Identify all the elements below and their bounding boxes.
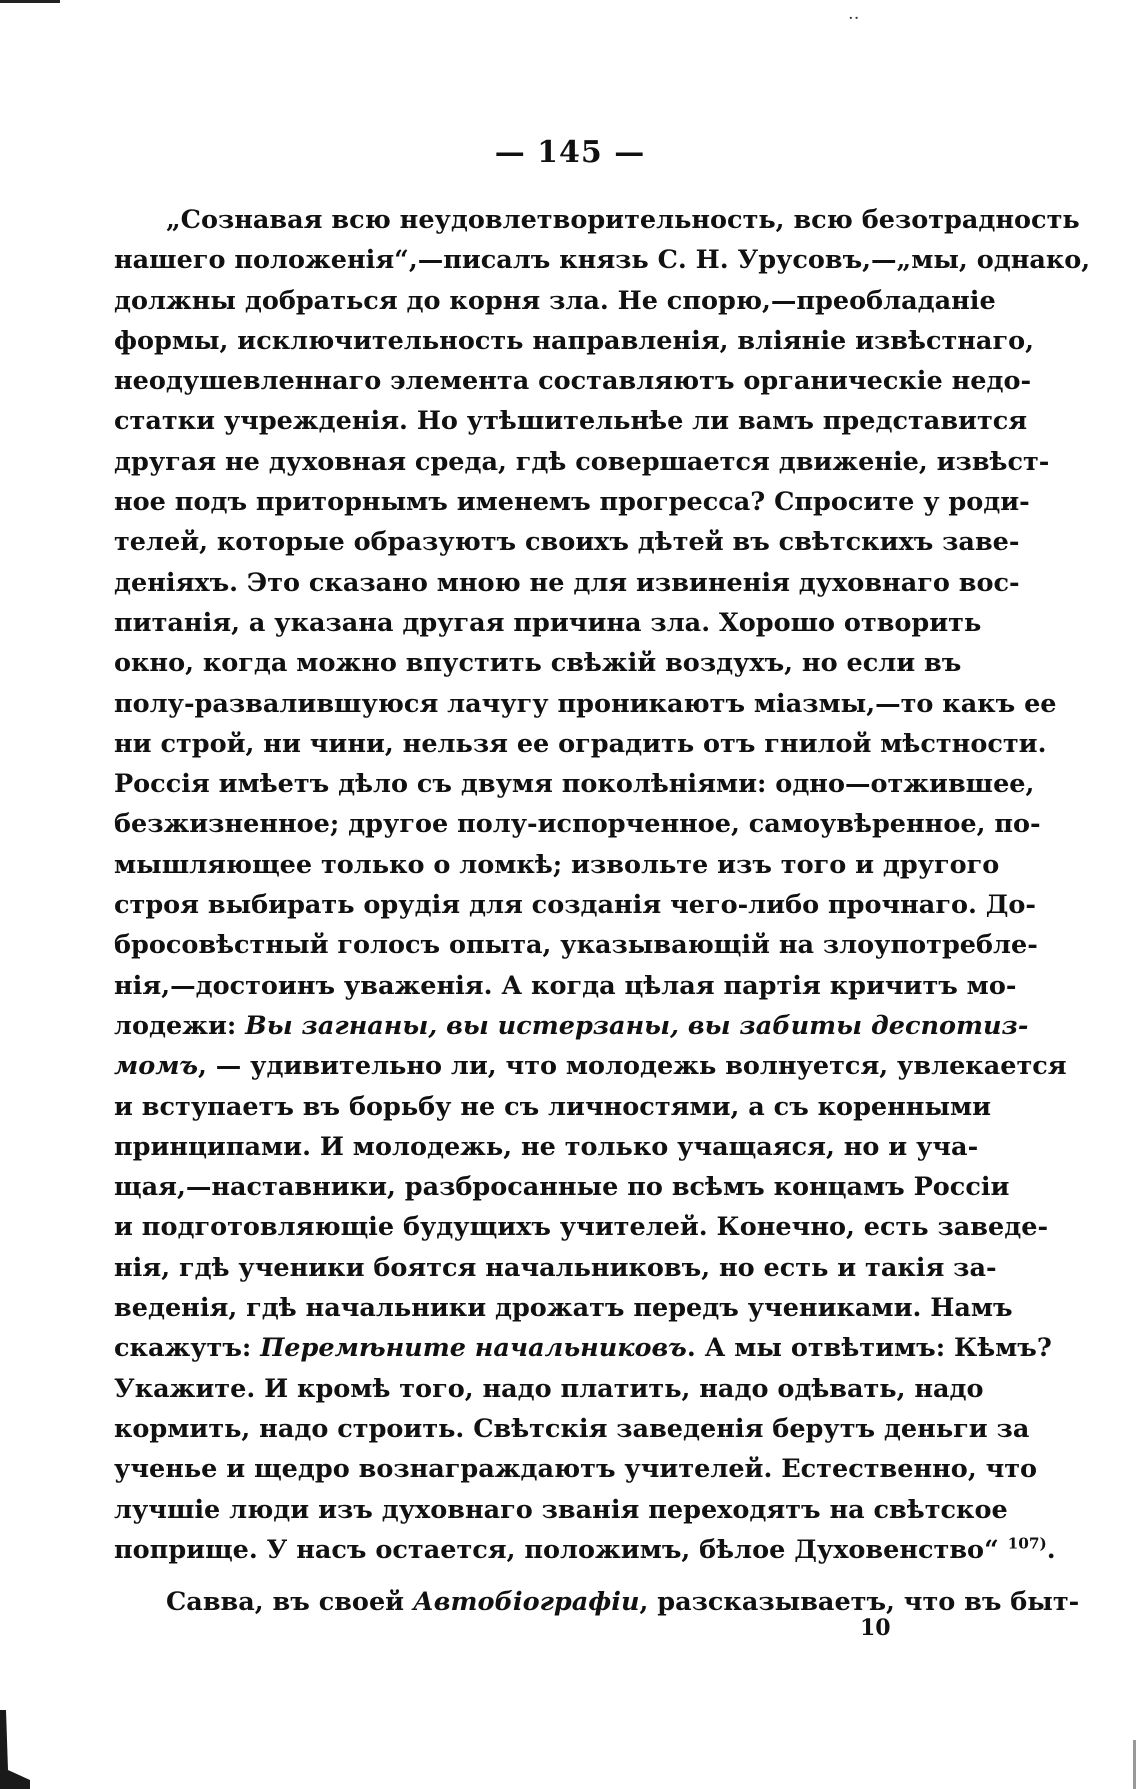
italic-segment: Перемѣните начальниковъ	[260, 1333, 687, 1364]
text-line	[114, 442, 1050, 482]
text-segment: безжизненное; другое полу-испорченное, самоувѣренное, по-	[114, 809, 1041, 840]
text-segment: щая,—наставники, разбросанные по всѣмъ концамъ Россіи	[114, 1172, 1010, 1203]
paragraph	[114, 200, 1091, 1570]
text-line	[114, 1207, 1049, 1247]
text-segment: принципами. И молодежь, не только учащаяся, но и уча-	[114, 1131, 979, 1162]
text-line	[114, 1530, 1056, 1570]
text-line	[114, 804, 1041, 844]
text-line	[114, 845, 1000, 885]
text-line	[114, 321, 1034, 361]
text-segment: питанія, а указана другая причина зла. Хорошо отворить	[114, 607, 982, 638]
text-segment: телей, которые образуютъ своихъ дѣтей въ свѣтскихъ заве-	[114, 527, 1020, 558]
text-line	[114, 1449, 1038, 1489]
text-segment: нія,—достоинъ уваженія. А когда цѣлая партія кричитъ мо-	[114, 970, 1017, 1001]
scan-artifact-top	[0, 0, 60, 3]
text-line	[114, 563, 1020, 603]
text-segment: ное подъ приторнымъ именемъ прогресса? Спросите у роди-	[114, 487, 1030, 518]
text-segment: строя выбирать орудія для созданія чего-либо прочнаго. До-	[114, 890, 1036, 921]
italic-segment: Автобіографіи	[412, 1587, 640, 1618]
text-segment: веденія, гдѣ начальники дрожатъ передъ учениками. Намъ	[114, 1293, 1013, 1324]
text-line	[114, 1288, 1013, 1328]
text-line	[114, 764, 1035, 804]
scan-artifact-dots: ··	[848, 8, 860, 29]
text-line	[114, 1046, 1067, 1086]
text-segment: „Сознавая всю неудовлетворительность, всю безотрадность	[166, 205, 1080, 235]
italic-segment: Вы загнаны, вы истерзаны, вы забиты деспотиз-	[245, 1010, 1029, 1041]
text-segment: формы, исключительность направленія, вліяніе извѣстнаго,	[114, 325, 1034, 356]
italic-segment: момъ	[114, 1051, 199, 1082]
text-line	[114, 885, 1036, 925]
text-line	[114, 684, 1057, 724]
text-line	[114, 1409, 1030, 1449]
text-line	[114, 1328, 1052, 1368]
text-segment: и подготовляющіе будущихъ учителей. Конечно, есть заведе-	[114, 1212, 1049, 1243]
text-line	[114, 1167, 1010, 1207]
text-line	[114, 966, 1017, 1006]
text-line	[114, 1582, 1080, 1622]
text-segment: скажутъ:	[114, 1333, 261, 1364]
page-number-header: — 145 —	[494, 135, 646, 170]
scan-artifact-edge	[1133, 1740, 1136, 1789]
text-line	[114, 1369, 984, 1409]
text-segment: поприще. У насъ остается, положимъ, бѣлое Духовенство“	[114, 1534, 1008, 1565]
text-segment: кормить, надо строить. Свѣтскія заведенія берутъ деньги за	[114, 1413, 1030, 1444]
text-segment: должны добраться до корня зла. Не спорю,—преобладаніе	[114, 285, 996, 316]
text-segment: статки учрежденія. Но утѣшительнѣе ли вамъ представится	[114, 406, 1028, 437]
text-segment: нія, гдѣ ученики боятся начальниковъ, но есть и такія за-	[114, 1252, 997, 1283]
text-line	[114, 643, 962, 683]
text-segment: окно, когда можно впустить свѣжій воздухъ, но если въ	[114, 648, 962, 679]
text-line	[114, 361, 1032, 401]
text-segment: бросовѣстный голосъ опыта, указывающій на злоупотребле-	[114, 930, 1038, 961]
text-segment: Укажите. И кромѣ того, надо платить, надо одѣвать, надо	[114, 1373, 984, 1404]
text-line	[114, 925, 1038, 965]
text-line	[114, 724, 1047, 764]
text-segment: неодушевленнаго элемента составляютъ органическіе недо-	[114, 366, 1032, 397]
text-line	[114, 1490, 1008, 1530]
text-segment: другая не духовная среда, гдѣ совершается движеніе, извѣст-	[114, 446, 1050, 477]
scan-artifact-corner	[0, 1710, 30, 1789]
text-segment: .	[1046, 1534, 1056, 1565]
text-line	[114, 482, 1030, 522]
text-line	[114, 1127, 979, 1167]
footnote-ref: 107)	[1007, 1534, 1047, 1553]
text-line	[114, 281, 996, 321]
text-line	[114, 1087, 992, 1127]
text-line	[114, 401, 1028, 441]
text-segment: Савва, въ своей	[166, 1587, 413, 1618]
text-segment: нашего положенія“,—писалъ князь С. Н. Урусовъ,—„мы, однако,	[114, 245, 1091, 276]
text-segment: Россія имѣетъ дѣло съ двумя поколѣніями: одно—отжившее,	[114, 769, 1035, 800]
signature-mark: 10	[860, 1615, 891, 1641]
page-body-text	[114, 200, 1091, 1622]
text-line	[114, 1248, 997, 1288]
text-line	[114, 603, 982, 643]
text-segment: . А мы отвѣтимъ: Кѣмъ?	[686, 1333, 1052, 1364]
text-line	[114, 1006, 1029, 1046]
text-segment: , разсказываетъ, что въ быт-	[639, 1587, 1080, 1618]
text-segment: мышляющее только о ломкѣ; извольте изъ того и другого	[114, 849, 1000, 880]
text-segment: полу-развалившуюся лачугу проникаютъ міазмы,—то какъ ее	[114, 688, 1057, 719]
text-line	[114, 522, 1020, 562]
text-segment: и вступаетъ въ борьбу не съ личностями, а съ коренными	[114, 1091, 992, 1122]
text-segment: лодежи:	[114, 1010, 246, 1041]
text-segment: деніяхъ. Это сказано мною не для извиненія духовнаго вос-	[114, 567, 1020, 598]
text-segment: ученье и щедро вознаграждаютъ учителей. Естественно, что	[114, 1454, 1038, 1485]
text-line	[114, 200, 1080, 240]
text-line	[114, 240, 1091, 280]
paragraph	[114, 1582, 1080, 1622]
text-segment: лучшіе люди изъ духовнаго званія переходятъ на свѣтское	[114, 1494, 1008, 1525]
text-segment: , — удивительно ли, что молодежь волнуется, увлекается	[198, 1051, 1067, 1082]
text-segment: ни строй, ни чини, нельзя ее оградить отъ гнилой мѣстности.	[114, 728, 1047, 759]
